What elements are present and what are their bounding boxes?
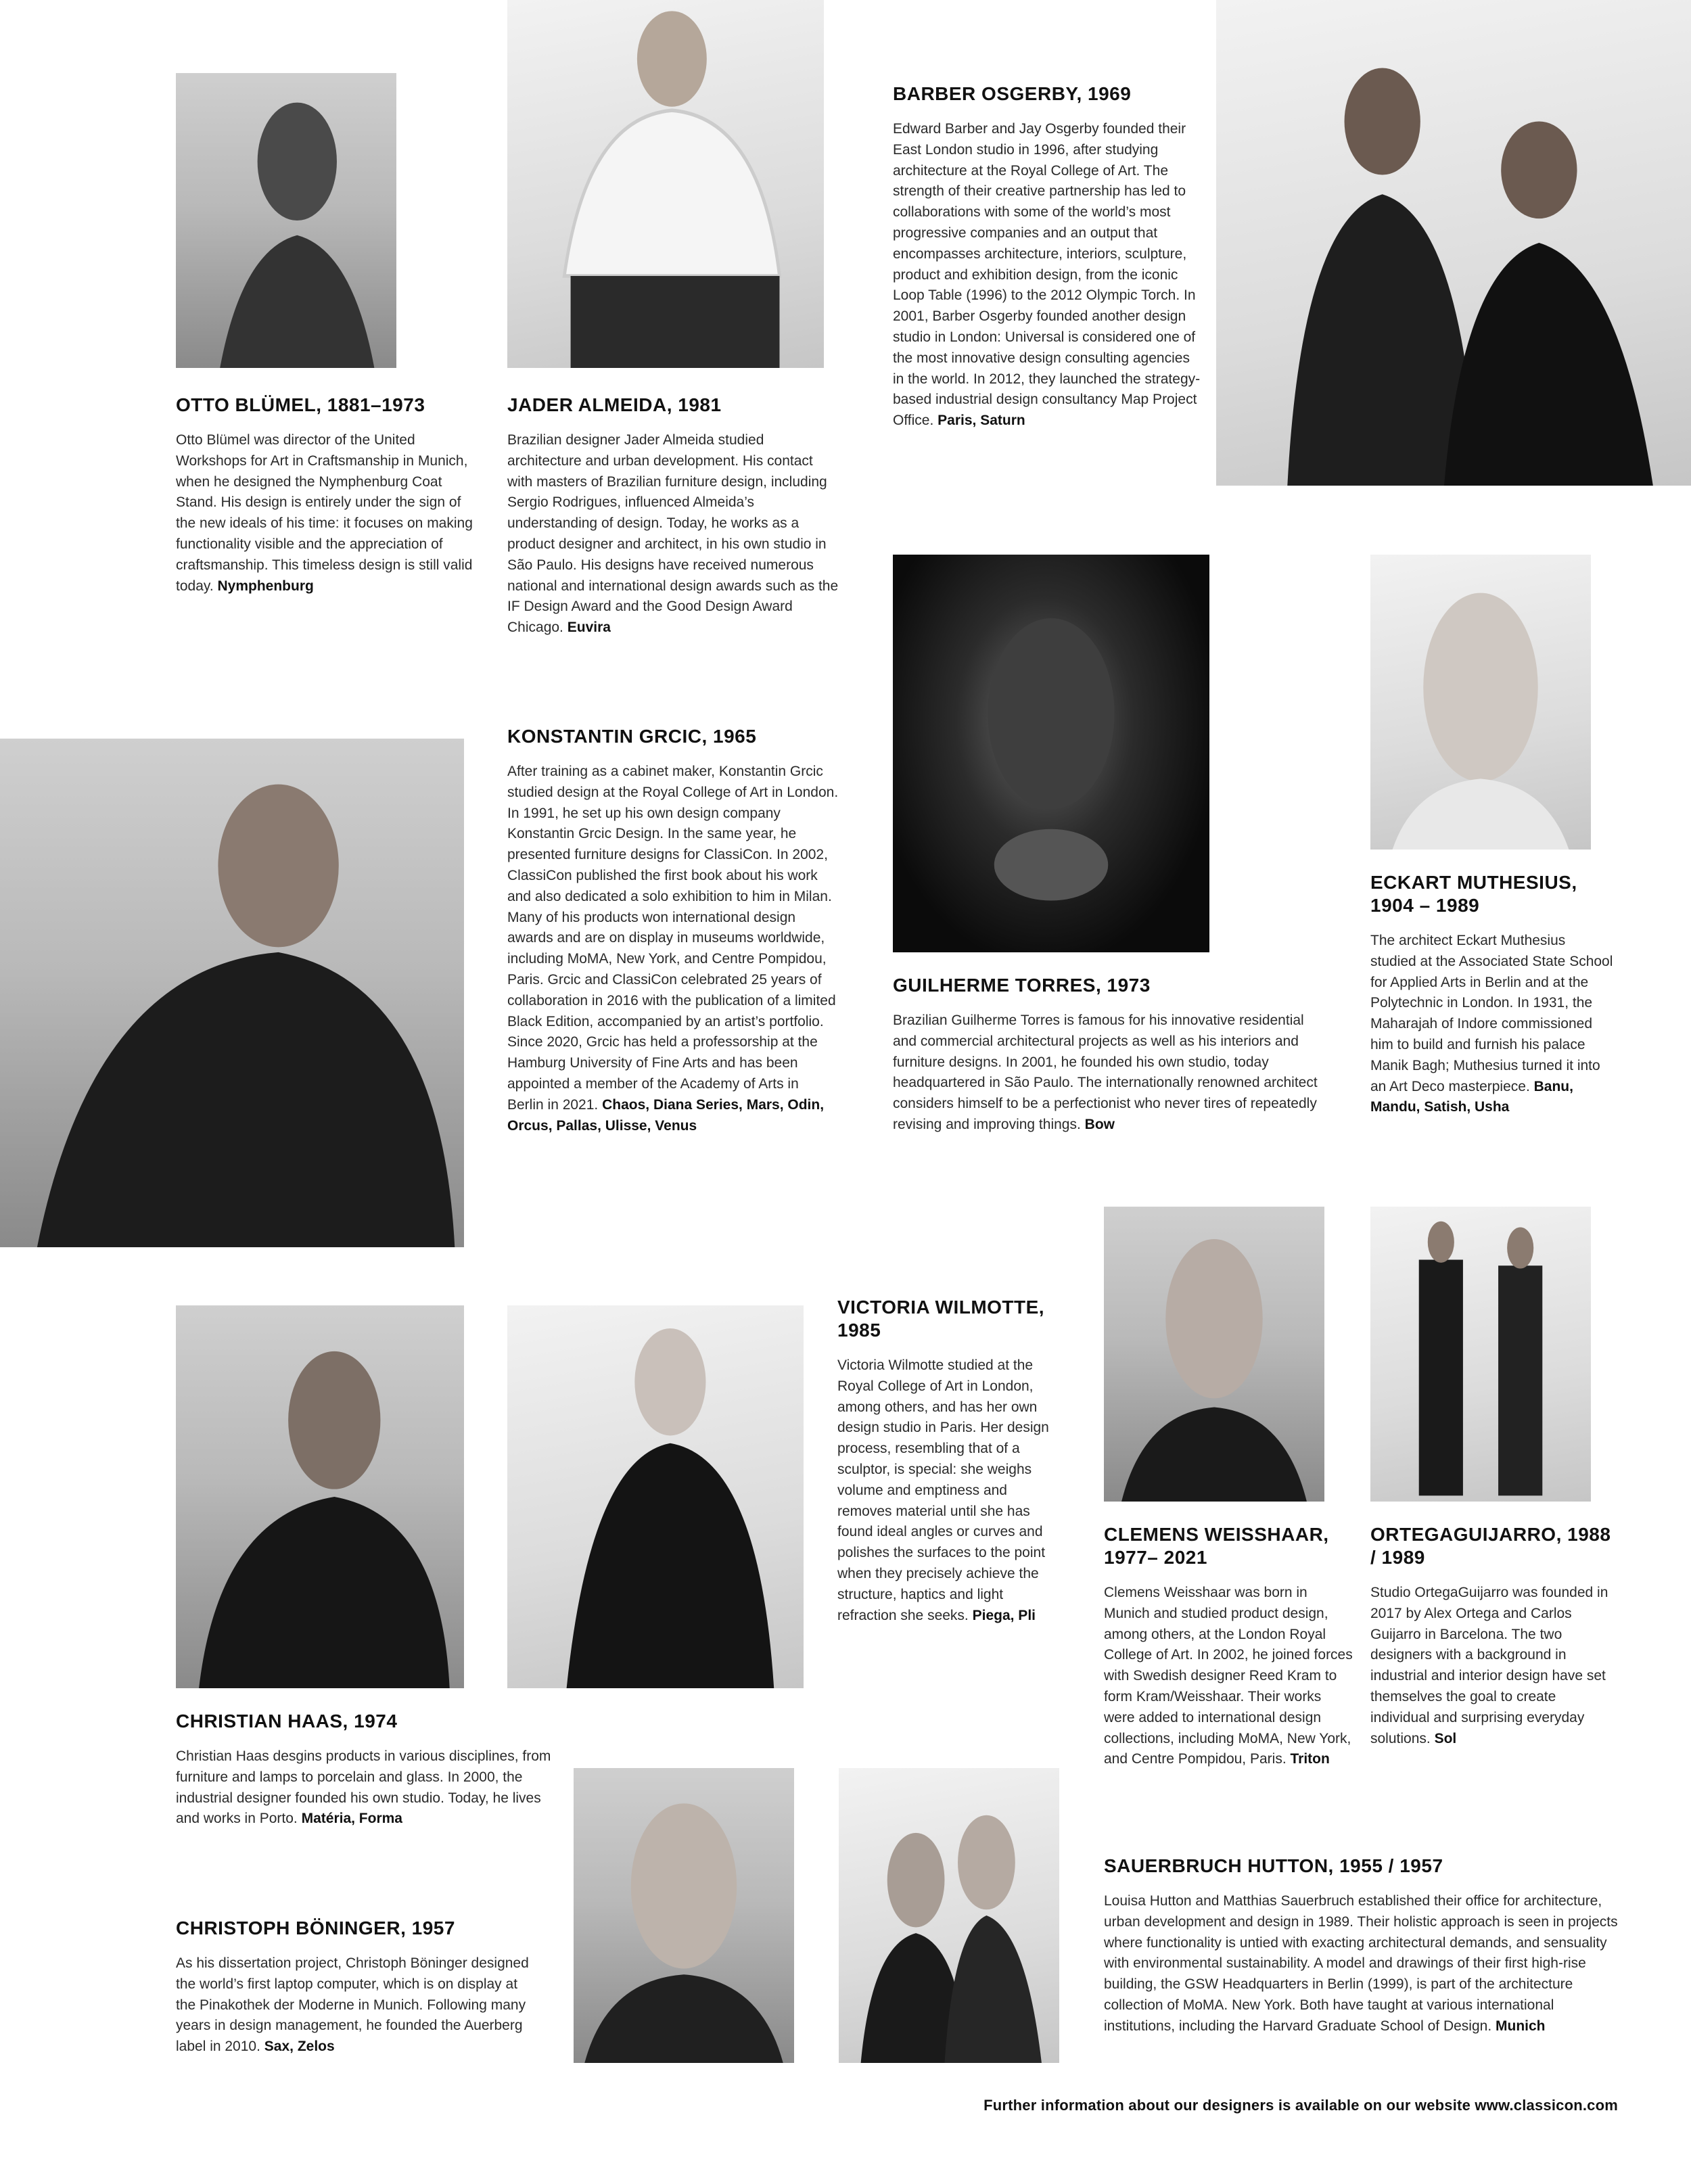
designer-description: Brazilian designer Jader Almeida studied architecture and urban development. His contact with masters of Brazilian furniture design, including Sergio Rodrigues, influenced Almeida’s understanding of design. Today, he works as a product designer and architect, in his own studio in São Paulo. His designs have received numerous national and international design awards such as the IF Design Award and the Good Design Award Chicago. Euvira [507,432,839,636]
designer-name: CHRISTIAN HAAS, 1974 [176,1711,398,1732]
designer-bio-torres [893,974,1326,1136]
portrait-photo-ortega [1370,1207,1591,1502]
designer-name: CLEMENS WEISSHAAR, 1977– 2021 [1104,1524,1329,1568]
portrait-photo-torres [893,555,1209,952]
designer-name: JADER ALMEIDA, 1981 [507,394,722,415]
designer-name: OTTO BLÜMEL, 1881–1973 [176,394,425,415]
website-note: Further information about our designers is available on our website www.classicon.com [983,2097,1618,2114]
designer-description: The architect Eckart Muthesius studied at the Associated State School for Applied Arts in Berlin and at the Polytechnic in London. In 1931, the Maharajah of Indore commissioned him to build and furnish his palace Manik Bagh; Muthesius turned it into an Art Deco masterpiece. Banu, Mandu, Satish, Usha [1370,933,1613,1115]
designer-description: After training as a cabinet maker, Konstantin Grcic studied design at the Royal College of Art in London. In 1991, he set up his own design company Konstantin Grcic Design. In the same year, he presented furniture designs for ClassiCon. In 2002, ClassiCon published the first book about his work and also dedicated a solo exhibition to him in Milan. Many of his products won international design awards and are on display in museums worldwide, including MoMA, New York, and Centre Pompidou, Paris. Grcic and ClassiCon celebrated 25 years of collaboration in 2016 with the publication of a limited Black Edition, accompanied by an artist’s portfolio. Since 2020, Grcic has held a professorship at the Hamburg University of Fine Arts and has been appointed a member of the Academy of Arts in Berlin in 2021. Chaos, Diana Series, Mars, Odin, Orcus, Pallas, Ulisse, Venus [507,764,839,1134]
designer-description: Otto Blümel was director of the United Workshops for Art in Craftsmanship in Munich, when he designed the Nymphenburg Coat Stand. His design is entirely under the sign of the new ideals of his time: it focuses on making functionality visible and the appreciation of craftsmanship. This timeless design is still valid today. Nymphenburg [176,432,473,594]
designer-name: GUILHERME TORRES, 1973 [893,975,1151,996]
designer-description: Victoria Wilmotte studied at the Royal College of Art in London, among others, and has her own design studio in Paris. Her design process, resembling that of a sculptor, is special: she weighs volume and emptiness and removes material until she has found ideal angles or curves and polishes the surfaces to the point when they precisely achieve the structure, haptics and light refraction she seeks. Piega, Pli [837,1357,1049,1623]
product-names: Euvira [567,620,611,636]
designer-bio-ortega [1370,1523,1614,1749]
designer-description: Louisa Hutton and Matthias Sauerbruch established their office for architecture, urban development and design in 1989. Their holistic approach is seen in projects where functionality is untied with exacting architectural demands, and sensuality with environmental sustainability. A model and drawings of their first high-rise building, the GSW Headquarters in Berlin (1999), is part of the architecture collection of MoMA. New York. Both have taught at various international institutions, including the Harvard Graduate School of Design. Munich [1104,1893,1618,2034]
designer-bio-wilmotte [837,1296,1061,1626]
portrait-photo-weisshaar [1104,1207,1324,1502]
designer-name: CHRISTOPH BÖNINGER, 1957 [176,1918,455,1938]
portrait-photo-boeninger [574,1768,794,2063]
portrait-photo-osgerby [1216,0,1691,486]
designer-name: SAUERBRUCH HUTTON, 1955 / 1957 [1104,1855,1443,1876]
designer-bio-boeninger [176,1917,541,2058]
designer-bio-osgerby [893,83,1204,432]
product-names: Munich [1496,2018,1546,2034]
designer-bio-almeida [507,394,839,638]
designer-description: Edward Barber and Jay Osgerby founded their East London studio in 1996, after studying architecture at the Royal College of Art. The strength of their creative partnership has led to collaborations with some of the world’s most progressive companies and an output that encompasses architecture, interiors, sculpture, product and exhibition design, from the iconic Loop Table (1996) to the 2012 Olympic Torch. In 2001, Barber Osgerby founded another design studio in London: Universal is considered one of the most innovative design consulting agencies in the world. In 2012, they launched the strategy-based industrial design consultancy Map Project Office. Paris, Saturn [893,121,1201,429]
designer-description: Christian Haas desgins products in various disciplines, from furniture and lamps to porcelain and glass. In 2000, the industrial designer founded his own studio. Today, he lives and works in Porto. Matéria, Forma [176,1748,551,1827]
product-names: Matéria, Forma [301,1811,402,1827]
portrait-photo-haas [176,1305,464,1688]
product-names: Paris, Saturn [937,413,1025,429]
portrait-photo-bluemel [176,73,396,368]
designer-description: Clemens Weisshaar was born in Munich and studied product design, among others, at the London Royal College of Art. In 2002, he joined forces with Swedish designer Reed Kram to form Kram/Weisshaar. Their works were added to international design collections, including MoMA, New York, and Centre Pompidou, Paris. Triton [1104,1585,1353,1767]
designer-name: VICTORIA WILMOTTE, 1985 [837,1297,1045,1341]
portrait-photo-grcic [0,739,464,1247]
designer-description: Brazilian Guilherme Torres is famous for his innovative residential and commercial architectural projects as well as his interiors and furniture designs. In 2001, he founded his own studio, today headquartered in São Paulo. The internationally renowned architect considers himself to be a perfectionist who never tires of repeatedly revising and improving things. Bow [893,1013,1318,1132]
designer-bio-weisshaar [1104,1523,1354,1770]
product-names: Sax, Zelos [264,2039,335,2055]
designer-bio-bluemel [176,394,473,597]
product-names: Sol [1434,1730,1457,1746]
portrait-photo-almeida [507,0,824,368]
designer-name: BARBER OSGERBY, 1969 [893,83,1132,104]
product-names: Bow [1084,1116,1115,1132]
designer-name: KONSTANTIN GRCIC, 1965 [507,726,757,747]
product-names: Banu, Mandu, Satish, Usha [1370,1078,1573,1115]
product-names: Piega, Pli [972,1607,1036,1623]
designer-description: As his dissertation project, Christoph Böninger designed the world’s first laptop computer, which is on display at the Pinakothek der Moderne in Munich. Following many years in design management, he founded the Auerberg label in 2010. Sax, Zelos [176,1955,529,2055]
designer-bio-muthesius [1370,871,1614,1118]
designer-bio-grcic [507,725,839,1136]
designer-description: Studio OrtegaGuijarro was founded in 2017 by Alex Ortega and Carlos Guijarro in Barcelona. The two designers with a background in industrial and interior design have set themselves the goal to create individual and surprising everyday solutions. Sol [1370,1585,1608,1746]
designer-name: ORTEGAGUIJARRO, 1988 / 1989 [1370,1524,1611,1568]
product-names: Triton [1290,1751,1330,1767]
product-names: Nymphenburg [217,578,314,594]
portrait-photo-muthesius [1370,555,1591,850]
designer-name: ECKART MUTHESIUS, 1904 – 1989 [1370,872,1577,916]
portrait-photo-sauerbruch [839,1768,1059,2063]
portrait-photo-wilmotte [507,1305,804,1688]
product-names: Chaos, Diana Series, Mars, Odin, Orcus, Pallas, Ulisse, Venus [507,1096,825,1134]
designer-bio-sauerbruch [1104,1855,1618,2037]
designer-bio-haas [176,1710,555,1830]
